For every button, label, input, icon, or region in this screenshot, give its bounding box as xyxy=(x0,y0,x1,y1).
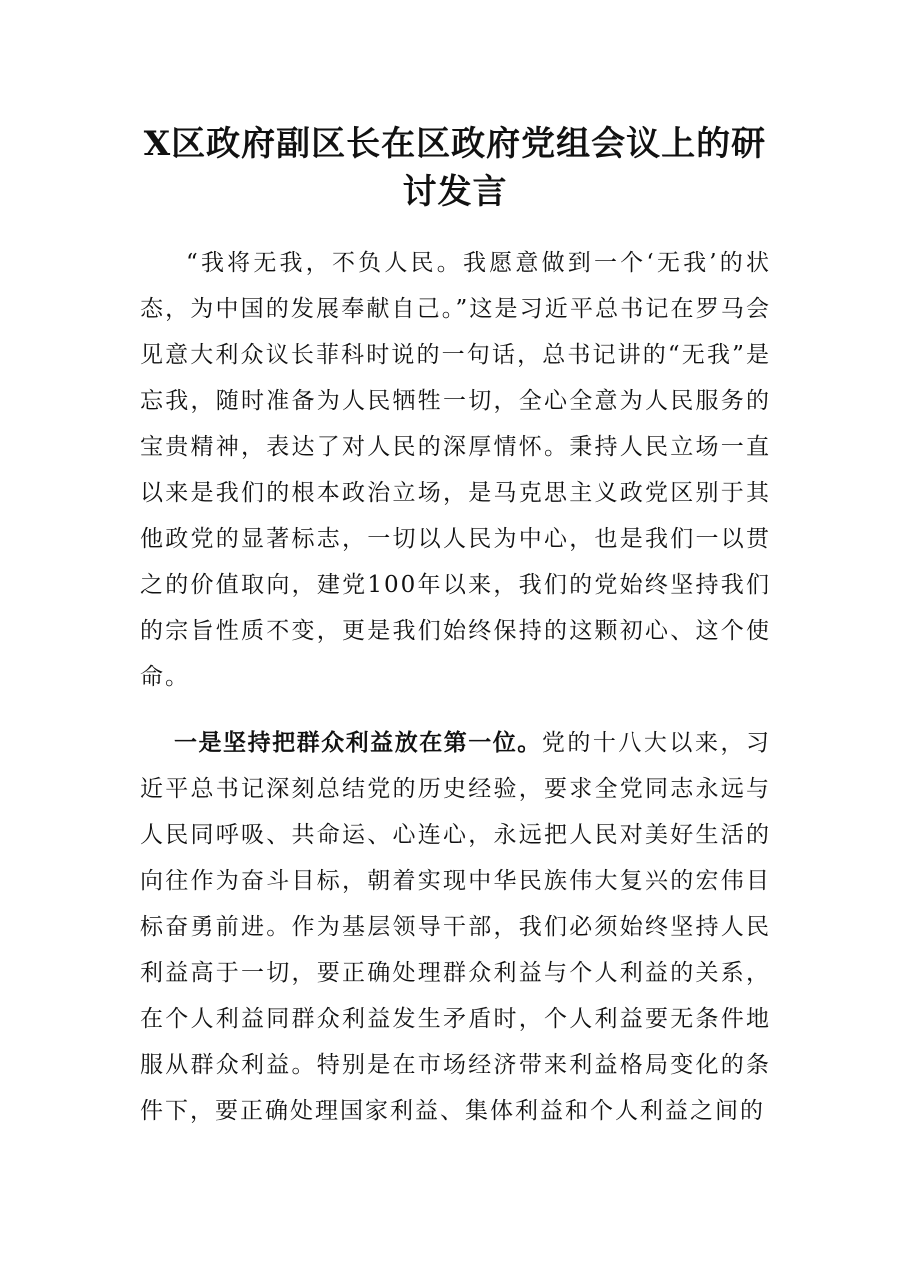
paragraph-intro: “我将无我，不负人民。我愿意做到一个‘无我’的状态，为中国的发展奉献自己。”这是习近平总书记在罗马会见意大利众议长菲科时说的一句话，总书记讲的“无我”是忘我，随时准备为人民牺牲一切，全心全意为人民服务的宝贵精神，表达了对人民的深厚情怀。秉持人民立场一直以来是我们的根本政治立场，是马克思主义政党区别于其他政党的显著标志，一切以人民为中心，也是我们一以贯之的价值取向，建党100年以来，我们的党始终坚持我们的宗旨性质不变，更是我们始终保持的这颗初心、这个使命。 xyxy=(140,250,771,690)
paragraph-body: 党的十八大以来，习近平总书记深刻总结党的历史经验，要求全党同志永远与人民同呼吸、共命运、心连心，永远把人民对美好生活的向往作为奋斗目标，朝着实现中华民族伟大复兴的宏伟目标奋勇前进。作为基层领导干部，我们必须始终坚持人民利益高于一切，要正确处理群众利益与个人利益的关系，在个人利益同群众利益发生矛盾时，个人利益要无条件地服从群众利益。特别是在市场经济带来利益格局变化的条件下，要正确处理国家利益、集体利益和个人利益之间的 xyxy=(140,730,772,1124)
document-title: X区政府副区长在区政府党组会议上的研讨发言 xyxy=(143,124,767,212)
paragraph-lead-heading: 一是坚持把群众利益放在第一位。 xyxy=(174,729,542,756)
paragraph-point-one xyxy=(140,720,771,1134)
